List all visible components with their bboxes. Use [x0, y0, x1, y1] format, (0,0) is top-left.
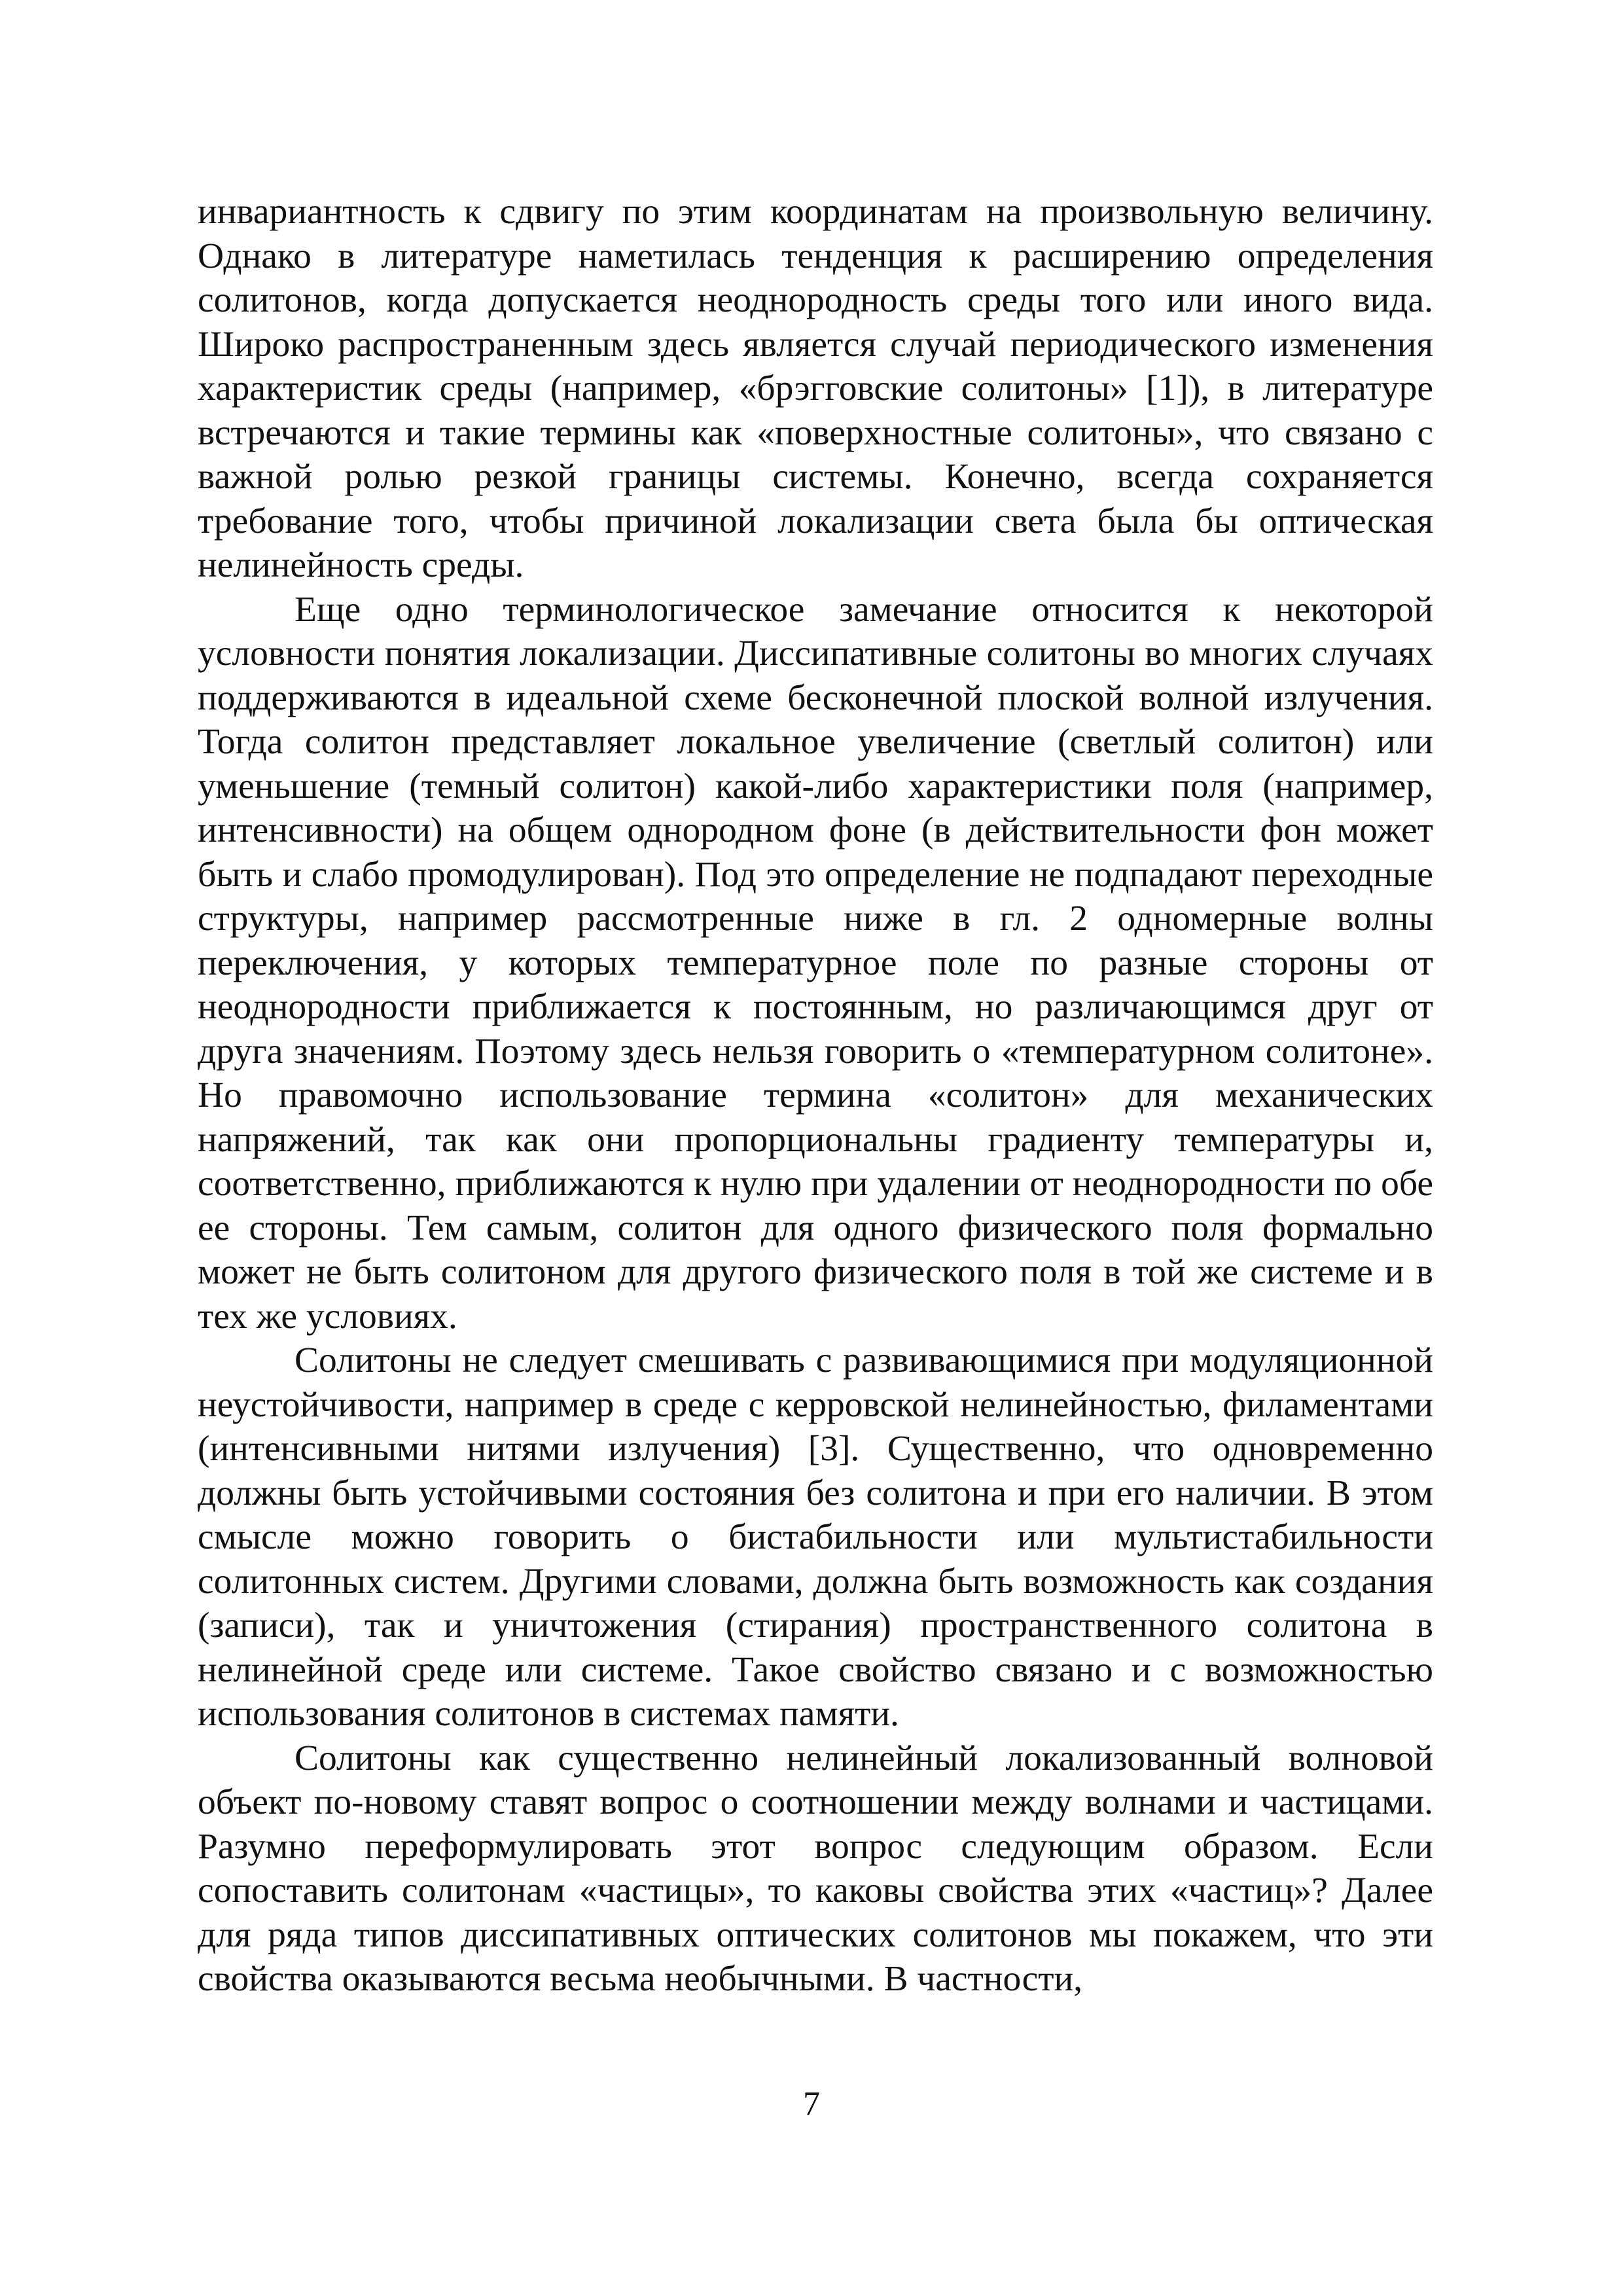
page-number: 7 — [803, 2085, 820, 2123]
page-body — [198, 190, 1433, 2001]
paragraph-1: инвариантность к сдвигу по этим координатам на произвольную величину. Однако в литературе наметилась тенденция к расширению определения солитонов, когда допускается неоднородность среды того или иного вида. Широко распространенным здесь является случай периодического изменения характеристик среды (например, «брэгговские солитоны» [1]), в литературе встречаются и такие термины как «поверхностные солитоны», что связано с важной ролью резкой границы системы. Конечно, всегда сохраняется требование того, чтобы причиной локализации света была бы оптическая нелинейность среды. — [198, 192, 1433, 585]
paragraph-4: Солитоны как существенно нелинейный локализованный волновой объект по-новому ставят вопрос о соотношении между волнами и частицами. Разумно переформулировать этот вопрос следующим образом. Если сопоставить солитонам «частицы», то каковы свойства этих «частиц»? Далее для ряда типов диссипативных оптических солитонов мы покажем, что эти свойства оказываются весьма необычными. В частности, — [198, 1738, 1433, 1999]
paragraph-2: Еще одно терминологическое замечание относится к некоторой условности понятия локализации. Диссипативные солитоны во многих случаях поддерживаются в идеальной схеме бесконечной плоской волной излучения. Тогда солитон представляет локальное увеличение (светлый солитон) или уменьшение (темный солитон) какой-либо характеристики поля (например, интенсивности) на общем однородном фоне (в действительности фон может быть и слабо промодулирован). Под это определение не подпадают переходные структуры, например рассмотренные ниже в гл. 2 одномерные волны переключения, у которых температурное поле по разные стороны от неоднородности приближается к постоянным, но различающимся друг от друга значениям. Поэтому здесь нельзя говорить о «температурном солитоне». Но правомочно использование термина «солитон» для механических напряжений, так как они пропорциональны градиенту температуры и, соответственно, приближаются к нулю при удалении от неоднородности по обе ее стороны. Тем самым, солитон для одного физического поля формально может не быть солитоном для другого физического поля в той же системе и в тех же условиях. — [198, 589, 1433, 1336]
paragraph-3: Солитоны не следует смешивать с развивающимися при модуляционной неустойчивости, например в среде с керровской нелинейностью, филаментами (интенсивными нитями излучения) [3]. Существенно, что одновременно должны быть устойчивыми состояния без солитона и при его наличии. В этом смысле можно говорить о бистабильности или мультистабильности солитонных систем. Другими словами, должна быть возможность как создания (записи), так и уничтожения (стирания) пространственного солитона в нелинейной среде или системе. Такое свойство связано и с возможностью использования солитонов в системах памяти. — [198, 1340, 1433, 1734]
